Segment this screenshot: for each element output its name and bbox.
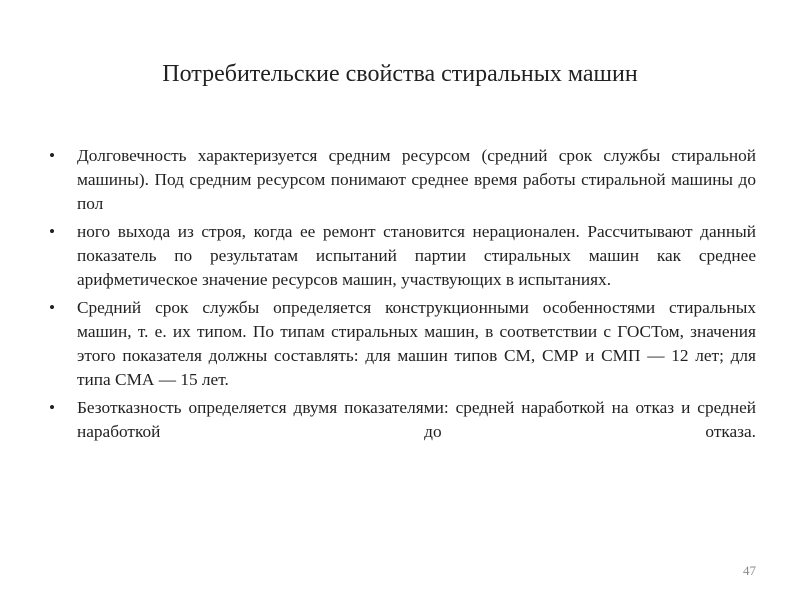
bullet-marker: • [49, 298, 56, 317]
bullet-item-durability [45, 144, 756, 216]
bullet-marker: • [49, 398, 56, 417]
bullet-list [45, 144, 756, 448]
slide-title: Потребительские свойства стиральных машин [162, 61, 638, 87]
bullet-item-failure-calculation [45, 220, 756, 292]
bullet-marker: • [49, 222, 56, 241]
bullet-text: Средний срок службы определяется конструкционными особенностями стиральных машин, т. е. их типом. По типам стиральных машин, в соответствии с ГОСТом, значения этого показателя должны составлять: для машин типов СМ, СМР и СМП — 12 лет; для типа СМА — 15 лет. [77, 298, 756, 389]
page-number: 47 [743, 563, 756, 578]
bullet-marker: • [49, 146, 56, 165]
bullet-item-reliability [45, 396, 756, 444]
bullet-text: Долговечность характеризуется средним ресурсом (средний срок службы стиральной машины). Под средним ресурсом понимают среднее время работы стиральной машины до пол [77, 146, 756, 213]
bullet-text: ного выхода из строя, когда ее ремонт становится нерационален. Рассчитывают данный показатель по результатам испытаний партии стиральных машин как среднее арифметическое значение ресурсов машин, участвующих в испытаниях. [77, 222, 756, 289]
bullet-item-service-life [45, 296, 756, 392]
bullet-text: Безотказность определяется двумя показателями: средней наработкой на отказ и средней наработкой до отказа. [77, 398, 756, 441]
